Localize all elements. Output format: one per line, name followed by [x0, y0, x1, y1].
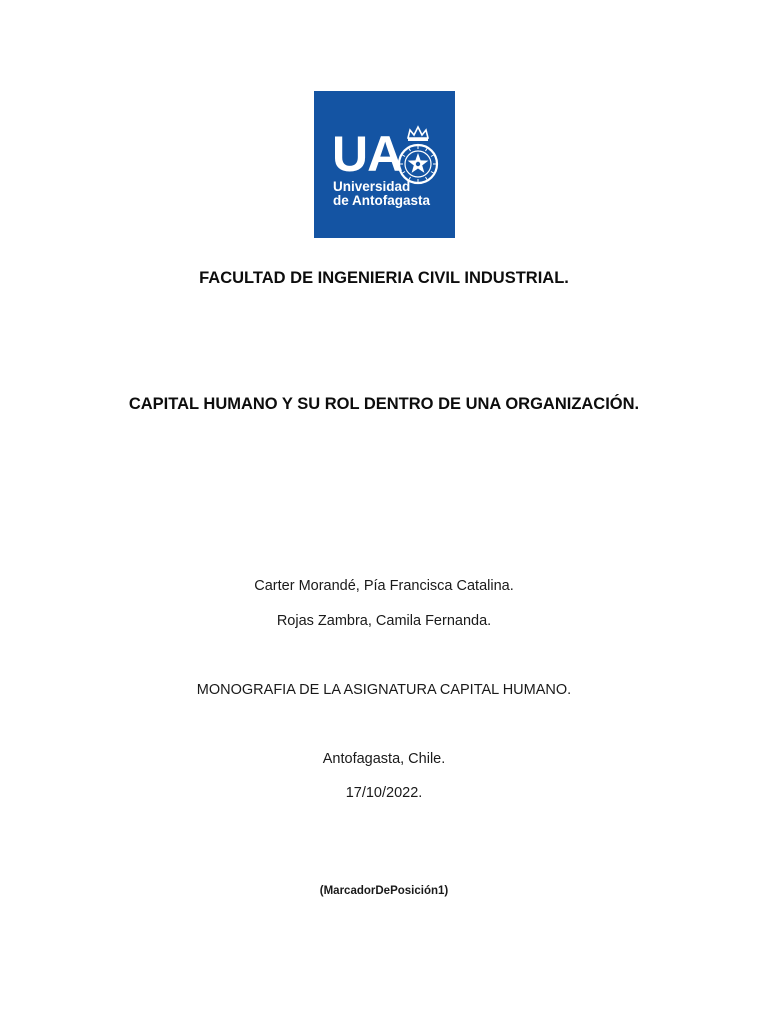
author-1: Carter Morandé, Pía Francisca Catalina. — [254, 578, 514, 594]
logo-name-line-1: Universidad — [333, 179, 411, 194]
date-line: 17/10/2022. — [345, 785, 423, 801]
university-logo — [314, 91, 455, 238]
placeholder-marker: (MarcadorDePosición1) — [319, 885, 449, 897]
document-title: CAPITAL HUMANO Y SU ROL DENTRO DE UNA ORGANIZACIÓN. — [128, 395, 640, 413]
subject-line: MONOGRAFIA DE LA ASIGNATURA CAPITAL HUMANO. — [196, 682, 572, 698]
logo-name-line-2: de Antofagasta — [333, 193, 431, 208]
faculty-heading: FACULTAD DE INGENIERIA CIVIL INDUSTRIAL. — [199, 269, 569, 287]
location-line: Antofagasta, Chile. — [322, 751, 446, 767]
author-2: Rojas Zambra, Camila Fernanda. — [276, 613, 492, 629]
logo-mark: UA — [332, 126, 403, 182]
